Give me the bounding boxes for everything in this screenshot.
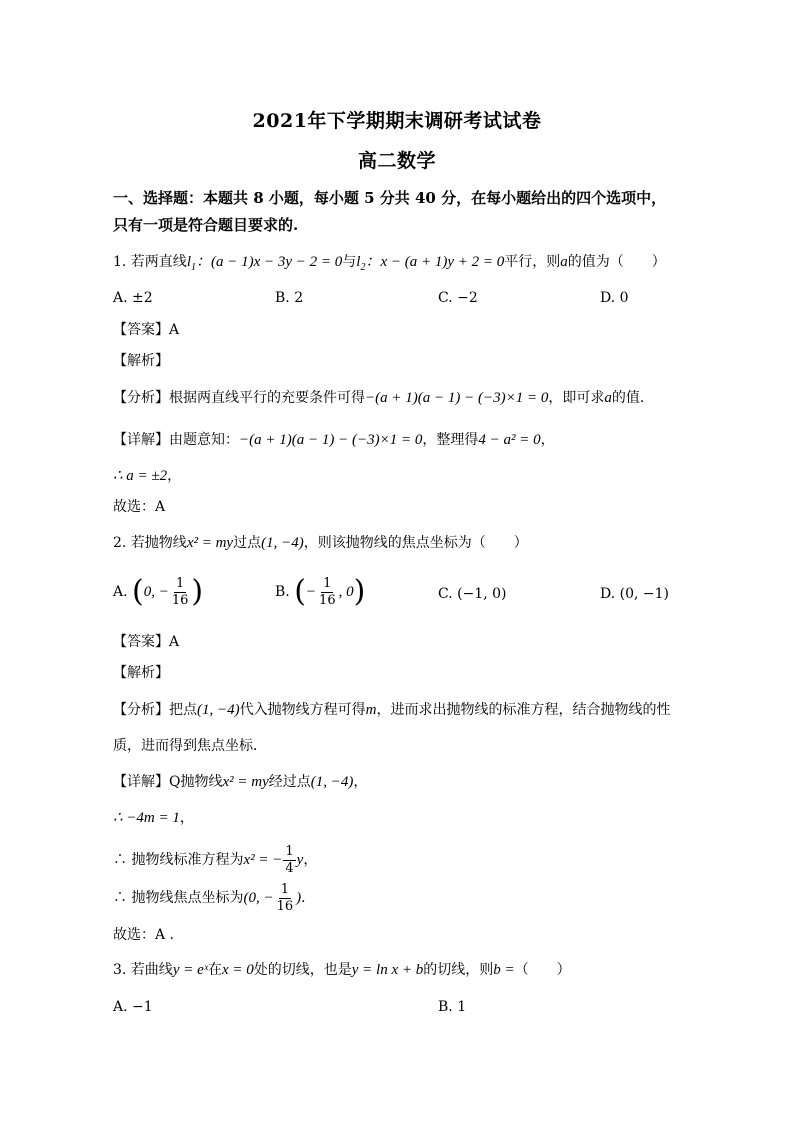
- q1-option-a: A. ±2: [113, 290, 153, 306]
- detail-label: 【详解】: [113, 432, 169, 448]
- answer-label: 【答案】: [113, 634, 169, 650]
- q2-prefix: 2. 若抛物线: [113, 535, 187, 551]
- q1-end: 的值为（ ）: [567, 254, 666, 270]
- q2-step3: [113, 880, 315, 916]
- q2-optB-label: B.: [275, 584, 290, 600]
- q3-option-a: A. −1: [113, 999, 153, 1015]
- q2-choose: [113, 925, 174, 945]
- fenxi-label: 【分析】: [113, 702, 169, 718]
- q2-step3-end: ．: [301, 890, 316, 906]
- q3-eq2: x = 0: [221, 962, 254, 978]
- q2-step2-end: ，: [303, 852, 318, 868]
- q1-detail-pre: 由题意知：: [169, 432, 239, 448]
- q1-detail: [113, 430, 555, 450]
- q2-fenxi-var: m: [365, 702, 377, 718]
- q1-fenxi-end: 的值.: [611, 390, 645, 406]
- q2-detail: [113, 772, 367, 792]
- q3-option-b: B. 1: [438, 999, 467, 1015]
- q2-fenxi-mid: 代入抛物线方程可得: [239, 702, 366, 718]
- q2-analysis-label: 【解析】: [113, 665, 169, 681]
- q2-answer: [113, 632, 179, 652]
- q1-eq1: ：(a − 1)x − 3y − 2 = 0: [195, 254, 343, 270]
- q2-step2-num: 1: [285, 843, 294, 859]
- choose-label: 故选：: [113, 499, 155, 515]
- page-title: 2021年下学期期末调研考试试卷: [252, 110, 542, 132]
- q2-step1: [113, 808, 194, 828]
- q2-step3-frac: [275, 883, 296, 914]
- q2-step3-pre: ∴ 抛物线焦点坐标为: [113, 890, 244, 906]
- q1-fenxi-post: ，即可求: [548, 390, 605, 406]
- q2-detail-mid: 经过点: [268, 774, 311, 790]
- q2-detail-point: (1, −4): [310, 774, 354, 790]
- q2-optA-left: 0, −: [143, 584, 169, 600]
- q1-detail-mid: ，整理得: [422, 432, 479, 448]
- q1-suffix: 平行，则: [504, 254, 561, 270]
- q1-eq2: ：x − (a + 1)y + 2 = 0: [365, 254, 505, 270]
- question-1-stem: [113, 252, 666, 278]
- q2-optA-frac: [170, 577, 191, 608]
- q1-mid: 与: [342, 254, 357, 270]
- q1-therefore: [113, 466, 181, 486]
- q2-option-b: [275, 572, 365, 612]
- q2-step1-eq: ∴ −4m = 1: [113, 810, 180, 826]
- q2-option-a: [113, 572, 203, 612]
- q2-optB-left: −: [305, 584, 317, 600]
- q2-step2-den: 4: [285, 860, 294, 876]
- fenxi-label: 【分析】: [113, 390, 169, 406]
- q1-option-d: D. 0: [600, 290, 629, 306]
- q2-optB-num: 1: [323, 575, 332, 591]
- q2-optA-lparen: (: [132, 574, 144, 609]
- q2-suffix: ，则该抛物线的焦点坐标为（ ）: [303, 535, 528, 551]
- q1-fenxi-eq: −(a + 1)(a − 1) − (−3)×1 = 0: [365, 390, 549, 406]
- q1-analysis-label: 【解析】: [113, 353, 169, 369]
- q1-option-c: C. −2: [438, 290, 478, 306]
- q2-detail-end: ，: [353, 774, 368, 790]
- q1-detail-eq2: 4 − a² = 0: [478, 432, 541, 448]
- q1-therefore-eq: ∴ a = ±2: [113, 468, 168, 484]
- q2-detail-pre: 抛物线: [180, 774, 223, 790]
- q1-l2-letter: l: [356, 254, 361, 270]
- q2-detail-sym: Q: [169, 774, 181, 790]
- q3-end: （ ）: [514, 962, 571, 978]
- q2-optB-frac: [317, 577, 338, 608]
- page-subtitle: 高二数学: [357, 150, 436, 172]
- q2-fenxi: [113, 700, 670, 720]
- q2-optB-den: 16: [319, 592, 336, 608]
- q2-step3-left: (0, −: [243, 890, 274, 906]
- q2-optA-den: 16: [171, 592, 189, 608]
- q2-optB-rparen: ): [353, 574, 366, 609]
- q1-choose: [113, 497, 165, 517]
- q1-prefix: 1. 若两直线: [113, 254, 187, 270]
- q1-option-b: B. 2: [275, 290, 304, 306]
- q2-option-d: D. (0, −1): [600, 586, 669, 602]
- q2-step2: [113, 842, 317, 878]
- q2-step2-eq: x² = −: [243, 852, 283, 868]
- q2-answer-value: A: [169, 634, 180, 650]
- q2-optA-label: A.: [113, 584, 128, 600]
- q1-therefore-end: ，: [167, 468, 182, 484]
- q1-fenxi-text: 根据两直线平行的充要条件可得: [169, 390, 365, 406]
- q2-step3-num: 1: [280, 881, 289, 897]
- q2-optA-rparen: ): [191, 574, 204, 609]
- q3-prefix: 3. 若曲线: [113, 962, 173, 978]
- q2-optB-right: , 0: [338, 584, 354, 600]
- q2-step3-den: 16: [276, 898, 294, 914]
- q3-eq4: b =: [493, 962, 515, 978]
- q1-answer: [113, 320, 179, 340]
- q1-l1: [186, 254, 196, 273]
- question-2-stem: [113, 533, 528, 553]
- q2-mid: 过点: [233, 535, 262, 551]
- q2-optA-num: 1: [175, 575, 185, 591]
- q1-l2-sub: 2: [360, 262, 366, 273]
- q2-fenxi-pre: 把点: [169, 702, 197, 718]
- q2-fenxi-point: (1, −4): [197, 702, 240, 718]
- q2-step2-frac: [283, 845, 295, 876]
- q1-choose-value: A: [155, 499, 166, 515]
- q3-eq1: y = eˣ: [172, 962, 208, 978]
- q1-var: a: [560, 254, 568, 270]
- q1-detail-eq1: −(a + 1)(a − 1) − (−3)×1 = 0: [239, 432, 423, 448]
- q1-detail-end: ，: [540, 432, 555, 448]
- detail-label: 【详解】: [113, 774, 169, 790]
- q2-step2-var: y: [296, 852, 304, 868]
- choose-label: 故选：: [113, 927, 155, 943]
- q2-choose-value: A .: [155, 927, 175, 943]
- q1-l1-letter: l: [186, 254, 191, 270]
- q1-fenxi: [113, 388, 644, 408]
- q2-fenxi-post: ，进而求出抛物线的标准方程，结合抛物线的性: [376, 702, 671, 718]
- q1-answer-value: A: [169, 322, 180, 338]
- q2-step3-right: ): [296, 890, 302, 906]
- q3-mid2: 处的切线，也是: [253, 962, 352, 978]
- q3-mid1: 在: [207, 962, 222, 978]
- q2-point: (1, −4): [261, 535, 304, 551]
- q3-mid3: 的切线，则: [423, 962, 494, 978]
- q2-eq: x² = my: [186, 535, 234, 551]
- q2-step1-end: ，: [179, 810, 194, 826]
- q2-optB-lparen: (: [294, 574, 306, 609]
- answer-label: 【答案】: [113, 322, 169, 338]
- q1-fenxi-var: a: [604, 390, 612, 406]
- q2-detail-eq: x² = my: [222, 774, 269, 790]
- q2-option-c: C. (−1, 0): [438, 586, 507, 602]
- q1-l1-sub: 1: [190, 262, 196, 273]
- question-3-stem: [113, 960, 571, 980]
- q2-fenxi-line2: 质，进而得到焦点坐标．: [113, 738, 267, 754]
- q2-step2-pre: ∴ 抛物线标准方程为: [113, 852, 244, 868]
- q3-eq3: y = ln x + b: [351, 962, 424, 978]
- section-heading-line1: 一、选择题：本题共 8 小题，每小题 5 分共 40 分，在每小题给出的四个选项中，: [113, 189, 667, 207]
- section-heading-line2: 只有一项是符合题目要求的.: [113, 216, 299, 234]
